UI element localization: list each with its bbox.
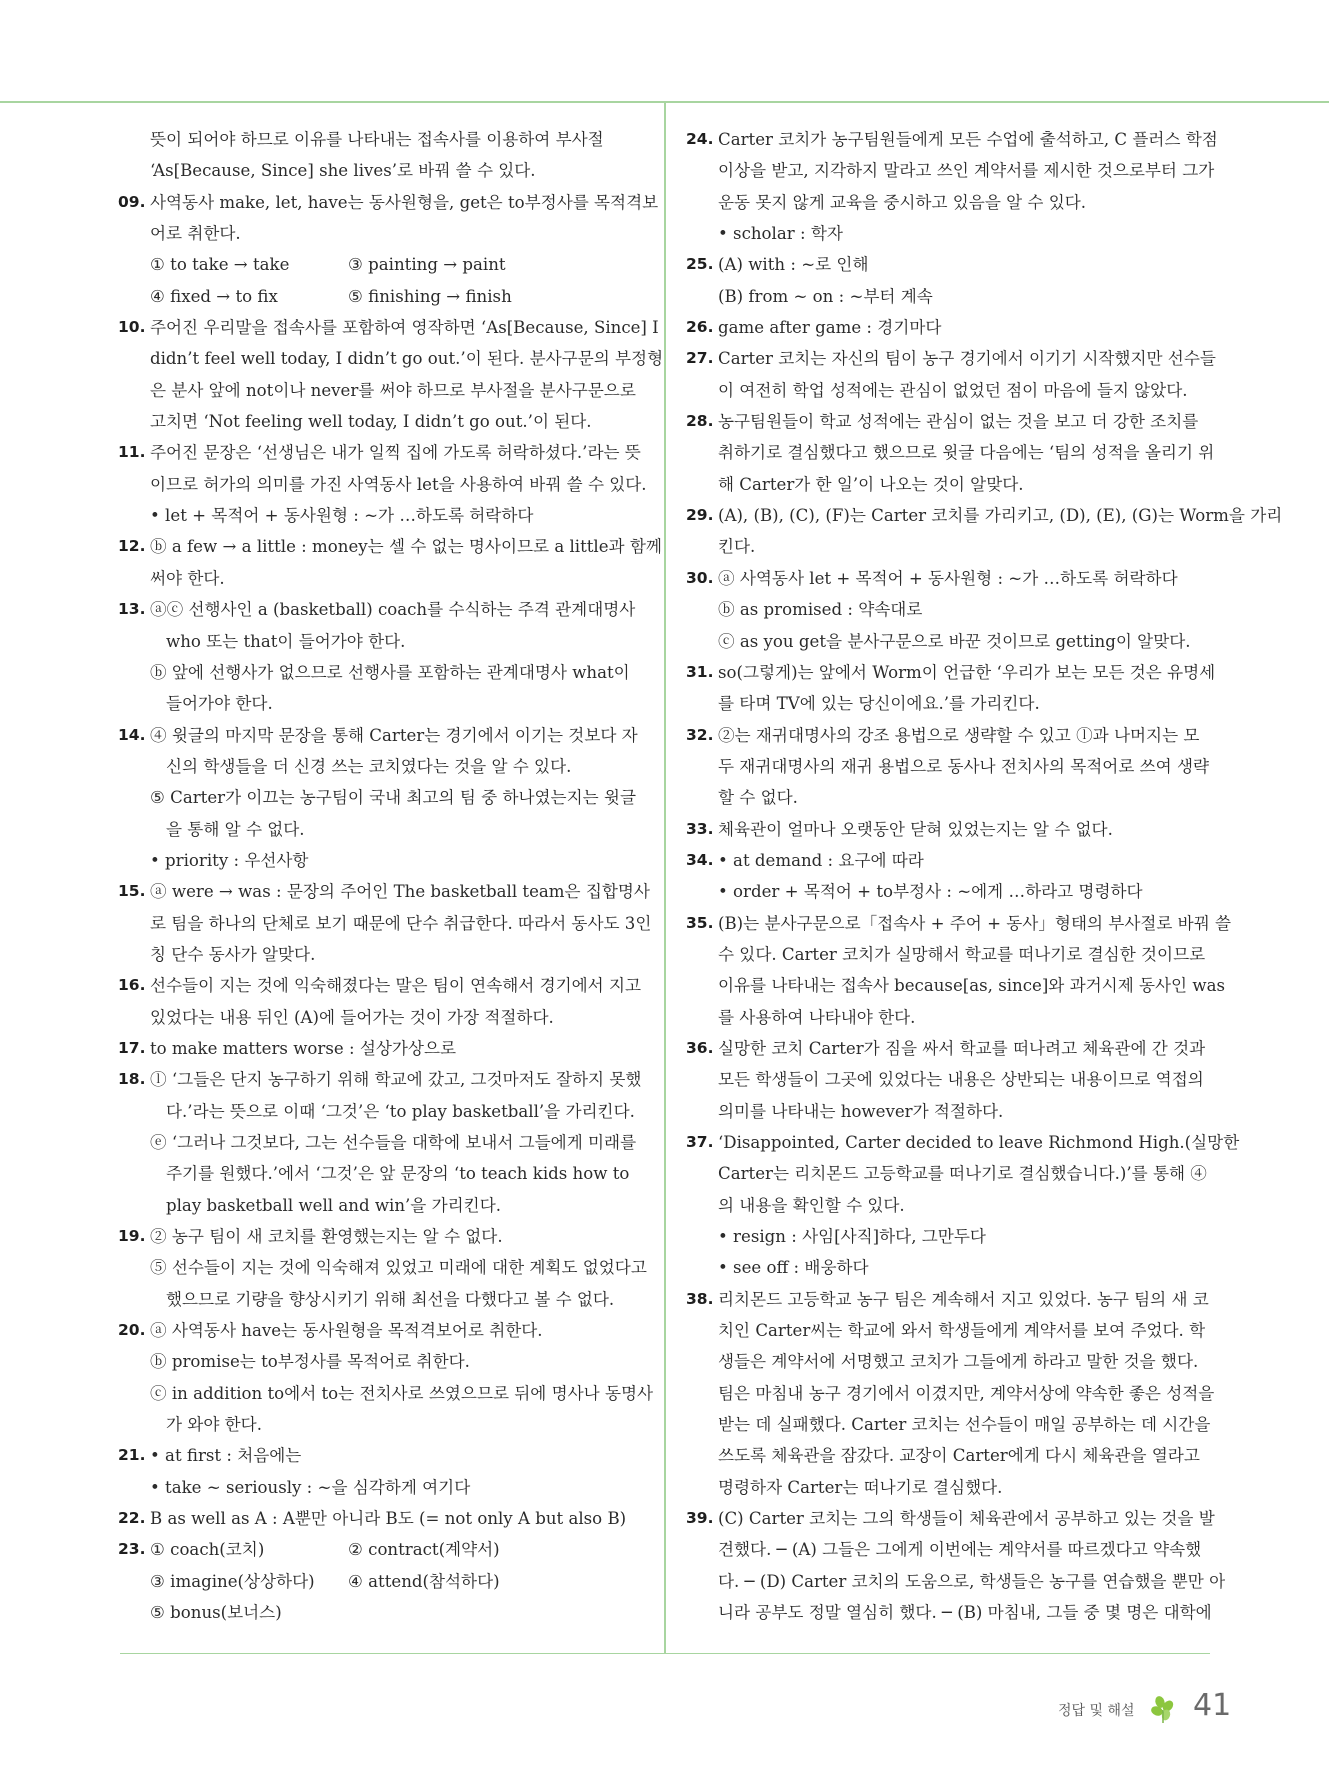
line-text: 의 내용을 확인할 수 있다. <box>718 1195 905 1215</box>
text-line <box>686 281 1212 312</box>
line-text: B as well as A : A뿐만 아니라 B도 (= not only A but also B) <box>150 1509 627 1529</box>
bottom-rule <box>120 1653 1210 1654</box>
text-line <box>686 939 1212 970</box>
line-text: didn’t feel well today, I didn’t go out.’이 된다. 분사구문의 부정형 <box>150 349 664 369</box>
item-number: 29. <box>686 506 714 525</box>
line-text: 명령하자 Carter는 떠나기로 결심했다. <box>718 1477 1003 1497</box>
text-line <box>686 1472 1212 1503</box>
line-text: 이상을 받고, 지각하지 말라고 쓰인 계약서를 제시한 것으로부터 그가 <box>718 161 1215 181</box>
item-number: 15. <box>118 882 146 901</box>
text-line <box>118 1346 643 1377</box>
item-number: 10. <box>118 318 146 337</box>
line-text: 써야 한다. <box>150 568 225 588</box>
line-text: 주어진 우리말을 접속사를 포함하여 영작하면 ‘As[Because, Since] I <box>150 318 659 338</box>
text-line <box>118 720 643 751</box>
line-text: ⓒ as you get을 분사구문으로 바꾼 것이므로 getting이 알맞다. <box>718 631 1191 651</box>
line-text: • see off : 배웅하다 <box>718 1258 869 1278</box>
text-line <box>118 1158 643 1189</box>
text-line <box>118 845 643 876</box>
line-text: ⓐ 사역동사 let + 목적어 + 동사원형 : ~가 …하도록 허락하다 <box>718 568 1178 588</box>
text-line <box>686 1064 1212 1095</box>
item-number: 12. <box>118 537 146 556</box>
line-text: ⓑ as promised : 약속대로 <box>718 600 923 620</box>
text-line <box>118 1440 643 1471</box>
line-text: • let + 목적어 + 동사원형 : ~가 …하도록 허락하다 <box>150 506 534 526</box>
text-line <box>686 1096 1212 1127</box>
text-line <box>118 939 643 970</box>
text-line <box>686 1315 1212 1346</box>
line-text: 할 수 없다. <box>718 788 798 808</box>
text-line <box>686 1033 1212 1064</box>
line-text: game after game : 경기마다 <box>718 318 942 338</box>
line-text: • order + 목적어 + to부정사 : ~에게 …하라고 명령하다 <box>718 882 1143 902</box>
item-number: 25. <box>686 255 714 274</box>
item-number: 32. <box>686 725 714 744</box>
line-text: so(그렇게)는 앞에서 Worm이 언급한 ‘우리가 보는 모든 것은 유명세 <box>718 662 1216 682</box>
line-text: to make matters worse : 설상가상으로 <box>150 1038 456 1058</box>
text-line <box>686 845 1212 876</box>
text-line <box>686 814 1212 845</box>
text-line <box>686 563 1212 594</box>
line-text: 받는 데 실패했다. Carter 코치는 선수들이 매일 공부하는 데 시간을 <box>718 1415 1211 1435</box>
text-line <box>686 1158 1212 1189</box>
text-line <box>118 814 643 845</box>
footer-section-label: 정답 및 해설 <box>1058 1703 1135 1719</box>
text-line <box>686 124 1218 155</box>
line-text: ⓑ promise는 to부정사를 목적어로 취한다. <box>150 1352 470 1372</box>
item-number: 09. <box>118 192 146 211</box>
line-text: 을 통해 알 수 없다. <box>166 819 305 839</box>
line-text: ⓒ in addition to에서 to는 전치사로 쓰였으므로 뒤에 명사나 동명사 <box>150 1383 654 1403</box>
text-line <box>118 751 643 782</box>
item-number: 34. <box>686 850 714 869</box>
text-line <box>686 249 1212 280</box>
line-text: • priority : 우선사항 <box>150 850 309 870</box>
text-line <box>686 1566 1226 1597</box>
line-text: 실망한 코치 Carter가 짐을 싸서 학교를 떠나려고 체육관에 간 것과 <box>718 1038 1206 1058</box>
text-line <box>686 1252 1212 1283</box>
line-text: ① coach(코치) <box>150 1540 265 1560</box>
item-number: 28. <box>686 412 714 431</box>
line-text: play basketball well and win’을 가리킨다. <box>166 1195 502 1215</box>
text-line <box>118 1127 643 1158</box>
text-line <box>118 1597 643 1628</box>
text-line <box>118 657 643 688</box>
line-text: (A) with : ~로 인해 <box>718 255 869 275</box>
text-line <box>686 469 1212 500</box>
line-text-second: ③ painting → paint <box>348 255 506 275</box>
text-line <box>118 563 643 594</box>
line-text: 킨다. <box>718 537 756 557</box>
text-line <box>686 1378 1215 1409</box>
text-line <box>118 531 662 562</box>
item-number: 33. <box>686 819 714 838</box>
text-line <box>118 469 647 500</box>
line-text: • scholar : 학자 <box>718 224 843 244</box>
text-line <box>686 312 1212 343</box>
item-number: 17. <box>118 1038 146 1057</box>
text-line <box>686 1440 1212 1471</box>
item-number: 31. <box>686 662 714 681</box>
line-text: ⓐ 사역동사 have는 동사원형을 목적격보어로 취한다. <box>150 1321 543 1341</box>
text-line <box>118 375 643 406</box>
text-line <box>118 187 659 218</box>
text-line <box>686 970 1225 1001</box>
text-line <box>686 626 1212 657</box>
text-line <box>118 626 643 657</box>
text-line <box>118 218 643 249</box>
text-line <box>686 751 1212 782</box>
text-line <box>686 782 1212 813</box>
item-number: 21. <box>118 1446 146 1465</box>
item-number: 19. <box>118 1227 146 1246</box>
line-text: ③ imagine(상상하다) <box>150 1571 315 1591</box>
line-text: (B)는 분사구문으로「접속사 + 주어 + 동사」형태의 부사절로 바꿔 쓸 <box>718 913 1232 933</box>
line-text: 팀은 마침내 농구 경기에서 이겼지만, 계약서상에 약속한 좋은 성적을 <box>718 1383 1215 1403</box>
line-text: 치인 Carter씨는 학교에 와서 학생들에게 계약서를 보여 주었다. 학 <box>718 1321 1206 1341</box>
line-text: 이므로 허가의 의미를 가진 사역동사 let을 사용하여 바꿔 쓸 수 있다. <box>150 474 647 494</box>
line-text: 취하기로 결심했다고 했으므로 윗글 다음에는 ‘팀의 성적을 올리기 위 <box>718 443 1215 463</box>
line-text: ① to take → take <box>150 255 290 275</box>
line-text: ⓐⓒ 선행사인 a (basketball) coach를 수식하는 주격 관계대명사 <box>150 600 636 620</box>
text-line <box>686 437 1215 468</box>
text-line <box>686 406 1212 437</box>
text-line <box>686 343 1216 374</box>
line-text: Carter 코치는 자신의 팀이 농구 경기에서 이기기 시작했지만 선수들 <box>718 349 1216 369</box>
text-line <box>118 1315 643 1346</box>
leaf-icon <box>1148 1694 1178 1724</box>
text-line <box>118 782 643 813</box>
item-number: 13. <box>118 600 146 619</box>
text-line <box>686 531 1212 562</box>
item-number: 24. <box>686 130 714 148</box>
text-line <box>686 375 1212 406</box>
line-text: 생들은 계약서에 서명했고 코치가 그들에게 하라고 말한 것을 했다. <box>718 1352 1199 1372</box>
item-number: 22. <box>118 1509 146 1528</box>
item-number: 26. <box>686 318 714 337</box>
item-number: 11. <box>118 443 146 462</box>
line-text: 가 와야 한다. <box>166 1415 262 1435</box>
line-text: Carter 코치가 농구팀원들에게 모든 수업에 출석하고, C 플러스 학점 <box>718 130 1218 149</box>
text-line <box>118 1284 643 1315</box>
item-number: 30. <box>686 568 714 587</box>
text-line <box>686 1534 1212 1565</box>
right-column <box>686 124 1283 1629</box>
line-text: ②는 재귀대명사의 강조 용법으로 생략할 수 있고 ⓛ과 나머지는 모 <box>718 725 1200 745</box>
line-text: ⓐ were → was : 문장의 주어인 The basketball team은 집합명사 <box>150 882 650 902</box>
line-text: 모든 학생들이 그곳에 있었다는 내용은 상반되는 내용이므로 역접의 <box>718 1070 1204 1090</box>
line-text: (B) from ~ on : ~부터 계속 <box>718 286 933 306</box>
text-line <box>686 1002 1212 1033</box>
item-number: 23. <box>118 1540 146 1559</box>
line-text: 들어가야 한다. <box>166 694 273 714</box>
line-text: 했으므로 기량을 향상시키기 위해 최선을 다했다고 볼 수 없다. <box>166 1289 615 1309</box>
text-line <box>118 312 659 343</box>
line-text-second: ⑤ finishing → finish <box>348 286 512 306</box>
text-line <box>118 1409 643 1440</box>
line-text: 다. ─ (D) Carter 코치의 도움으로, 학생들은 농구를 연습했을 뿐만 아 <box>718 1571 1226 1591</box>
line-text: • take ~ seriously : ~을 심각하게 여기다 <box>150 1477 471 1497</box>
item-number: 36. <box>686 1038 714 1057</box>
item-number: 39. <box>686 1509 714 1528</box>
line-text: ⑤ Carter가 이끄는 농구팀이 국내 최고의 팀 중 하나였는지는 윗글 <box>150 788 636 808</box>
line-text: 뜻이 되어야 하므로 이유를 나타내는 접속사를 이용하여 부사절 <box>150 130 604 149</box>
text-line <box>118 1064 643 1095</box>
item-number: 18. <box>118 1070 146 1089</box>
line-text: 고치면 ‘Not feeling well today, I didn’t go out.’이 된다. <box>150 412 592 432</box>
text-line <box>686 1127 1240 1158</box>
text-line <box>118 1566 643 1597</box>
line-text: ⓔ ‘그러나 그것보다, 그는 선수들을 대학에 보내서 그들에게 미래를 <box>150 1133 637 1152</box>
line-text: 농구팀원들이 학교 성적에는 관심이 없는 것을 보고 더 강한 조치를 <box>718 412 1199 432</box>
text-line <box>118 1378 654 1409</box>
line-text: ② 농구 팀이 새 코치를 환영했는지는 알 수 없다. <box>150 1227 503 1247</box>
text-line <box>686 1221 1212 1252</box>
item-number: 35. <box>686 913 714 932</box>
line-text: • at first : 처음에는 <box>150 1446 302 1466</box>
line-text: ‘As[Because, Since] she lives’로 바꿔 쓸 수 있다. <box>150 161 536 181</box>
text-line <box>118 876 650 907</box>
item-number: 27. <box>686 349 714 368</box>
line-text: (C) Carter 코치는 그의 학생들이 체육관에서 공부하고 있는 것을 발 <box>718 1509 1215 1529</box>
column-divider <box>664 103 666 1653</box>
text-line <box>118 908 652 939</box>
text-line <box>686 1597 1212 1628</box>
line-text: Carter는 리치몬드 고등학교를 떠나기로 결심했습니다.)’를 통해 ④ <box>718 1164 1207 1184</box>
item-number: 38. <box>686 1289 714 1308</box>
line-text: 두 재귀대명사의 재귀 용법으로 동사나 전치사의 목적어로 쓰여 생략 <box>718 756 1210 776</box>
text-line <box>686 1190 1212 1221</box>
text-line <box>686 1409 1212 1440</box>
line-text: 리치몬드 고등학교 농구 팀은 계속해서 지고 있었다. 농구 팀의 새 코 <box>718 1289 1209 1309</box>
text-line <box>118 1472 643 1503</box>
text-line <box>118 249 643 280</box>
text-line <box>686 187 1212 218</box>
line-text: who 또는 that이 들어가야 한다. <box>166 631 406 651</box>
line-text: ⓑ 앞에 선행사가 없으므로 선행사를 포함하는 관계대명사 what이 <box>150 662 630 682</box>
text-line <box>118 1221 643 1252</box>
line-text: 선수들이 지는 것에 익숙해졌다는 말은 팀이 연속해서 경기에서 지고 <box>150 976 642 996</box>
line-text: ‘Disappointed, Carter decided to leave Richmond High.(실망한 <box>718 1133 1240 1152</box>
line-text: ④ 윗글의 마지막 문장을 통해 Carter는 경기에서 이기는 것보다 자 <box>150 725 638 745</box>
text-line <box>686 500 1283 531</box>
line-text: 운동 못지 않게 교육을 중시하고 있음을 알 수 있다. <box>718 192 1087 212</box>
line-text: 주어진 문장은 ‘선생님은 내가 일찍 집에 가도록 허락하셨다.’라는 뜻 <box>150 443 641 463</box>
line-text: 신의 학생들을 더 신경 쓰는 코치였다는 것을 알 수 있다. <box>166 756 572 776</box>
line-text: ⑤ 선수들이 지는 것에 익숙해져 있었고 미래에 대한 계획도 없었다고 <box>150 1258 647 1278</box>
text-line <box>118 1534 643 1565</box>
line-text: 니라 공부도 정말 열심히 했다. ─ (B) 마침내, 그들 중 몇 명은 대학에 <box>718 1603 1212 1623</box>
line-text: 은 분사 앞에 not이나 never를 써야 하므로 부사절을 분사구문으로 <box>150 380 636 400</box>
text-line <box>118 594 643 625</box>
text-line <box>118 437 643 468</box>
line-text: 쓰도록 체육관을 잠갔다. 교장이 Carter에게 다시 체육관을 열라고 <box>718 1446 1200 1466</box>
text-line <box>686 657 1216 688</box>
text-line <box>686 720 1212 751</box>
text-line <box>118 970 643 1001</box>
line-text: • at demand : 요구에 따라 <box>718 850 924 870</box>
line-text: • resign : 사임[사직]하다, 그만두다 <box>718 1227 986 1247</box>
text-line <box>118 1096 643 1127</box>
item-number: 37. <box>686 1133 714 1151</box>
text-line <box>118 281 643 312</box>
line-text: 해 Carter가 한 일’이 나오는 것이 알맞다. <box>718 474 1024 494</box>
line-text: 를 타며 TV에 있는 당신이에요.’를 가리킨다. <box>718 694 1040 714</box>
line-text: ⑤ bonus(보너스) <box>150 1603 282 1623</box>
line-text-second: ② contract(계약서) <box>348 1540 500 1560</box>
line-text: 사역동사 make, let, have는 동사원형을, get은 to부정사를 목적격보 <box>150 192 659 212</box>
text-line <box>686 1503 1215 1534</box>
line-text: 다.’라는 뜻으로 이때 ‘그것’은 ‘to play basketball’을 가리킨다. <box>166 1101 635 1121</box>
line-text: 있었다는 내용 뒤인 (A)에 들어가는 것이 가장 적절하다. <box>150 1007 554 1027</box>
item-number: 20. <box>118 1321 146 1340</box>
page-number: 41 <box>1193 1688 1232 1723</box>
text-line <box>118 343 664 374</box>
text-line <box>118 124 643 155</box>
line-text-second: ④ attend(참석하다) <box>348 1571 500 1591</box>
text-line <box>118 1252 647 1283</box>
text-line <box>686 1284 1212 1315</box>
line-text: 수 있다. Carter 코치가 실망해서 학교를 떠나기로 결심한 것이므로 <box>718 944 1206 964</box>
item-number: 14. <box>118 725 146 744</box>
text-line <box>118 500 643 531</box>
text-line <box>118 688 643 719</box>
text-line <box>686 594 1212 625</box>
text-line <box>686 1346 1212 1377</box>
text-line <box>686 876 1212 907</box>
line-text: 주기를 원했다.’에서 ‘그것’은 앞 문장의 ‘to teach kids how to <box>166 1164 630 1184</box>
text-line <box>118 155 643 186</box>
left-column <box>118 124 664 1629</box>
text-line <box>686 155 1215 186</box>
line-text: 의미를 나타내는 however가 적절하다. <box>718 1101 1004 1121</box>
line-text: ④ fixed → to fix <box>150 286 278 306</box>
line-text: (A), (B), (C), (F)는 Carter 코치를 가리키고, (D), (E), (G)는 Worm을 가리 <box>718 506 1283 526</box>
line-text: 견했다. ─ (A) 그들은 그에게 이번에는 계약서를 따르겠다고 약속했 <box>718 1540 1202 1560</box>
line-text: 체육관이 얼마나 오랫동안 닫혀 있었는지는 알 수 없다. <box>718 819 1113 839</box>
line-text: 이유를 나타내는 접속사 because[as, since]와 과거시제 동사인 was <box>718 976 1225 996</box>
line-text: 이 여전히 학업 성적에는 관심이 없었던 점이 마음에 들지 않았다. <box>718 380 1188 400</box>
text-line <box>686 688 1212 719</box>
item-number: 16. <box>118 976 146 995</box>
line-text: ⓑ a few → a little : money는 셀 수 없는 명사이므로 a little과 함께 <box>150 537 662 557</box>
line-text: ⓛ ‘그들은 단지 농구하기 위해 학교에 갔고, 그것마저도 잘하지 못했 <box>150 1070 642 1090</box>
line-text: 로 팀을 하나의 단체로 보기 때문에 단수 취급한다. 따라서 동사도 3인 <box>150 913 652 933</box>
line-text: 칭 단수 동사가 알맞다. <box>150 944 316 964</box>
line-text: 어로 취한다. <box>150 224 241 244</box>
line-text: 를 사용하여 나타내야 한다. <box>718 1007 916 1027</box>
text-line <box>686 908 1232 939</box>
text-line <box>118 406 643 437</box>
text-line <box>118 1503 643 1534</box>
text-line <box>118 1033 643 1064</box>
text-line <box>118 1190 643 1221</box>
text-line <box>686 218 1212 249</box>
text-line <box>118 1002 643 1033</box>
